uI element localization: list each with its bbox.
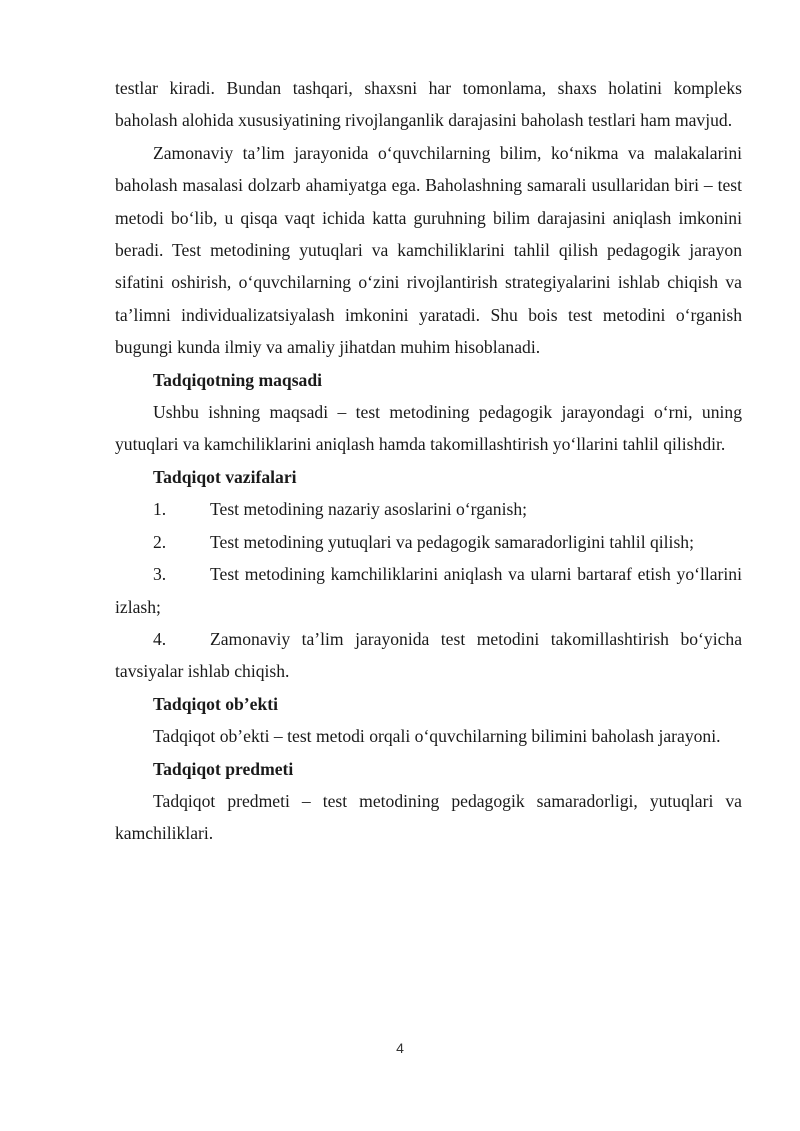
list-item bbox=[115, 493, 742, 525]
list-item-number: 1. bbox=[153, 499, 167, 520]
paragraph-introduction: Zamonaviy ta’lim jarayonida o‘quvchilarning bilim, ko‘nikma va malakalarini baholash masalasi dolzarb ahamiyatga ega. Baholashning samarali usullaridan biri – test metodi bo‘lib, u qisqa vaqt ichida katta guruhning bilim darajasini aniqlash imkonini beradi. Test metodining yutuqlari va kamchiliklarini tahlil qilish pedagogik jarayon sifatini oshirish, o‘quvchilarning o‘zini rivojlantirish strategiyalarini ishlab chiqish va ta’limni individualizatsiyalash imkonini yaratadi. Shu bois test metodini o‘rganish bugungi kunda ilmiy va amaliy jihatdan muhim hisoblanadi. bbox=[115, 142, 742, 358]
heading-research-goal: Tadqiqotning maqsadi bbox=[153, 369, 323, 390]
list-item-number: 4. bbox=[153, 628, 167, 649]
list-item bbox=[115, 526, 742, 558]
list-item bbox=[115, 558, 742, 623]
research-tasks-list bbox=[115, 493, 742, 687]
page-number: 4 bbox=[396, 1040, 404, 1056]
paragraph-research-object: Tadqiqot ob’ekti – test metodi orqali o‘quvchilarning bilimini baholash jarayoni. bbox=[153, 726, 721, 747]
list-item-text: Test metodining kamchiliklarini aniqlash va ularni bartaraf etish yo‘llarini izlash; bbox=[115, 564, 742, 617]
list-item-text: Zamonaviy ta’lim jarayonida test metodini takomillashtirish bo‘yicha tavsiyalar ishlab chiqish. bbox=[115, 628, 742, 682]
list-item-text: Test metodining nazariy asoslarini o‘rganish; bbox=[210, 499, 528, 520]
heading-research-object: Tadqiqot ob’ekti bbox=[153, 693, 278, 714]
document-page bbox=[115, 72, 742, 850]
paragraph-research-goal: Ushbu ishning maqsadi – test metodining pedagogik jarayondagi o‘rni, uning yutuqlari va kamchiliklarini aniqlash hamda takomillashtirish yo‘llarini tahlil qilishdir. bbox=[115, 402, 742, 455]
paragraph-continuation: testlar kiradi. Bundan tashqari, shaxsni har tomonlama, shaxs holatini kompleks baholash alohida xususiyatining rivojlanganlik darajasini baholash testlari ham mavjud. bbox=[115, 78, 742, 131]
list-item bbox=[115, 623, 742, 688]
list-item-number: 2. bbox=[153, 531, 167, 552]
paragraph-research-subject: Tadqiqot predmeti – test metodining pedagogik samaradorligi, yutuqlari va kamchiliklari. bbox=[115, 790, 742, 844]
list-item-text: Test metodining yutuqlari va pedagogik samaradorligini tahlil qilish; bbox=[210, 531, 694, 552]
heading-research-tasks: Tadqiqot vazifalari bbox=[153, 466, 297, 487]
list-item-number: 3. bbox=[153, 564, 167, 585]
heading-research-subject: Tadqiqot predmeti bbox=[153, 758, 294, 779]
